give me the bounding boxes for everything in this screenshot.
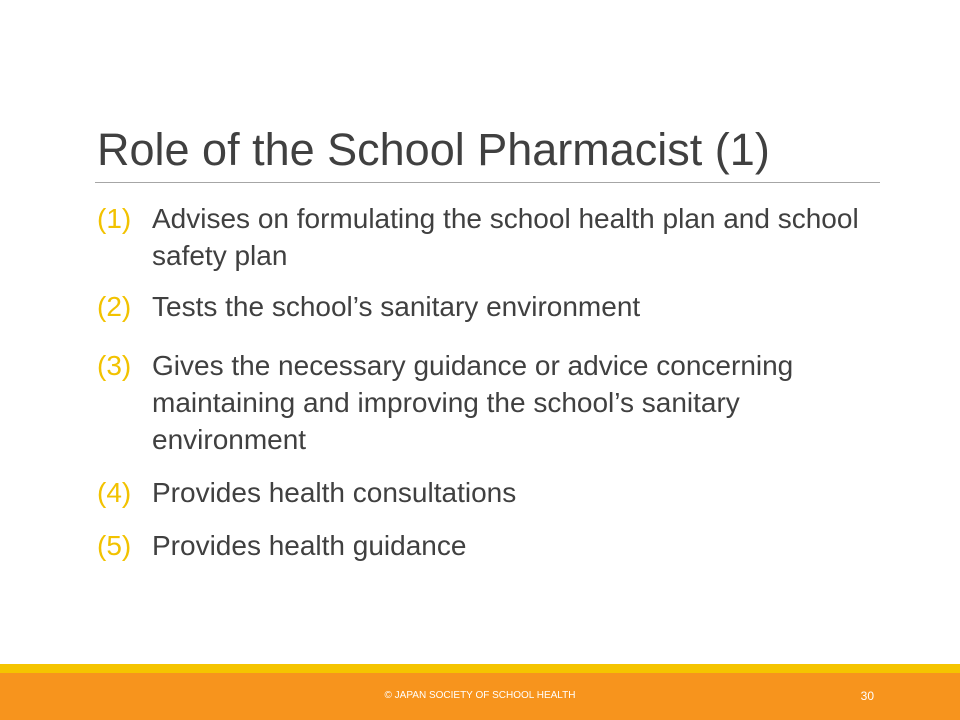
title-divider (95, 182, 880, 183)
item-text: Advises on formulating the school health plan and school safety plan (152, 203, 859, 271)
item-number: (1) (97, 203, 132, 234)
item-text: Gives the necessary guidance or advice concerning maintaining and improving the school’s sanitary environment (152, 350, 794, 455)
item-number: (2) (97, 291, 132, 322)
item-number: (5) (97, 530, 132, 561)
list-item (97, 288, 887, 325)
item-text: Provides health consultations (152, 477, 517, 508)
list-item (97, 474, 887, 511)
footer-copyright: © JAPAN SOCIETY OF SCHOOL HEALTH (384, 690, 576, 701)
footer-accent-strip (0, 664, 960, 673)
item-number: (3) (97, 350, 132, 381)
list-item (97, 347, 887, 458)
list-item (97, 200, 887, 274)
item-number: (4) (97, 477, 132, 508)
item-text: Tests the school’s sanitary environment (152, 291, 641, 322)
list-item (97, 527, 887, 564)
page-number: 30 (860, 689, 874, 703)
item-text: Provides health guidance (152, 530, 467, 561)
slide-title: Role of the School Pharmacist (1) (97, 124, 770, 175)
role-list (97, 200, 887, 564)
